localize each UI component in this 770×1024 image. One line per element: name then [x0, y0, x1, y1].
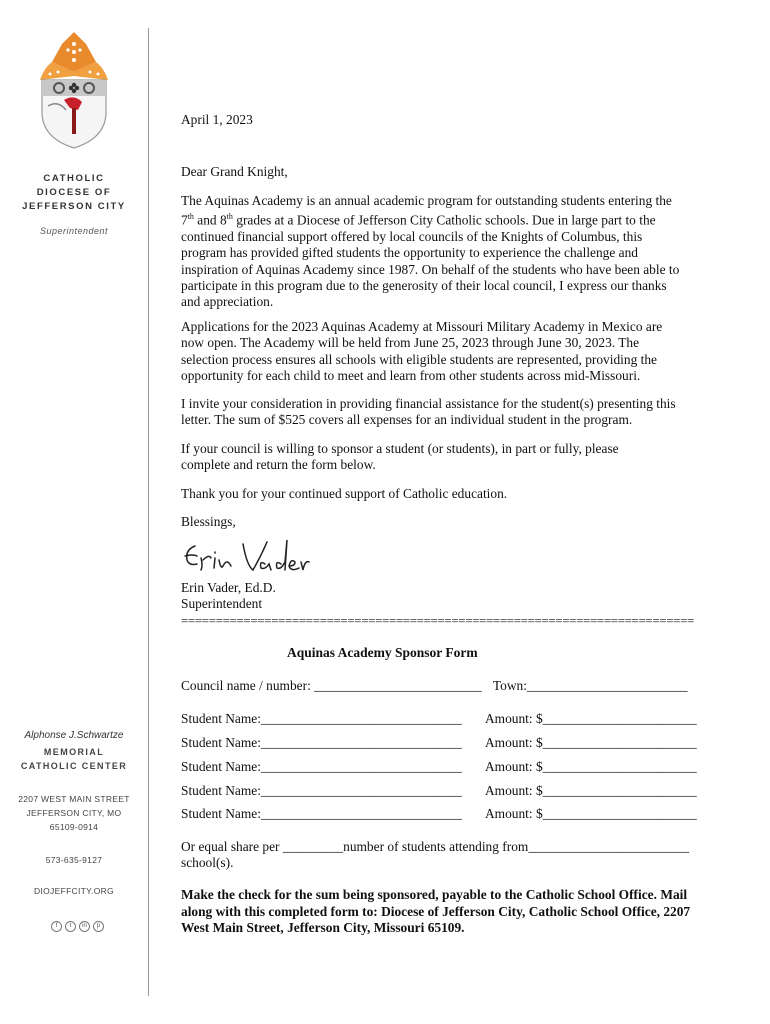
website-link[interactable]: DIOJEFFCITY.ORG: [34, 886, 114, 896]
amount-field[interactable]: Amount: $_______________________: [485, 759, 697, 774]
linkedin-icon[interactable]: in: [79, 921, 90, 932]
student-row: [181, 806, 697, 822]
phone-number: 573-635-9127: [45, 855, 103, 865]
student-row: [181, 783, 697, 799]
closing: Blessings,: [181, 514, 236, 529]
paragraph-5: Thank you for your continued support of Catholic education.: [181, 486, 508, 501]
student-name-field[interactable]: Student Name:______________________________: [181, 735, 462, 750]
center-line2: CATHOLIC CENTER: [20, 761, 128, 771]
student-name-field[interactable]: Student Name:______________________________: [181, 806, 462, 821]
section-divider: ==========================================================================: [181, 613, 694, 628]
paragraph-4: If your council is willing to sponsor a student (or students), in part or fully, please complete and return the form below.: [181, 441, 619, 473]
town-field[interactable]: Town:________________________: [492, 678, 688, 693]
payment-instructions: Make the check for the sum being sponsored, payable to the Catholic School Office. Mail along with this completed form to: Diocese of Jefferson City, Catholic School Office, 2207 West Main Street, Jefferson City, Missouri 65109.: [181, 887, 691, 935]
org-name-line1: CATHOLIC: [43, 173, 105, 184]
paragraph-3: I invite your consideration in providing financial assistance for the student(s) presenting this letter. The sum of $525 covers all expenses for an individual student in the program.: [181, 396, 676, 428]
address-line3: 65109-0914: [49, 822, 99, 832]
student-name-field[interactable]: Student Name:______________________________: [181, 759, 462, 774]
org-name-line3: JEFFERSON CITY: [22, 201, 126, 212]
vertical-divider: [148, 28, 149, 996]
center-name: Alphonse J.Schwartze: [24, 730, 124, 741]
twitter-icon[interactable]: t: [65, 921, 76, 932]
pinterest-icon[interactable]: p: [93, 921, 104, 932]
student-row: [181, 759, 697, 775]
office-label: Superintendent: [39, 226, 109, 236]
paragraph-1: [181, 193, 681, 311]
address-line2: JEFFERSON CITY, MO: [26, 808, 122, 818]
paragraph-1-part-a: The Aquinas Academy is an annual academic program for outstanding students entering the 7: [181, 193, 672, 228]
equal-share-continuation: school(s).: [181, 855, 234, 870]
equal-share-field[interactable]: Or equal share per _________number of students attending from________________________: [181, 839, 690, 854]
address-line1: 2207 WEST MAIN STREET: [18, 794, 130, 804]
student-name-field[interactable]: Student Name:______________________________: [181, 711, 462, 726]
diocese-crest-logo: [34, 30, 114, 150]
facebook-icon[interactable]: f: [51, 921, 62, 932]
student-row: [181, 735, 697, 751]
org-name-line2: DIOCESE OF: [36, 187, 112, 198]
amount-field[interactable]: Amount: $_______________________: [485, 711, 697, 726]
council-field[interactable]: Council name / number: _________________________: [181, 678, 482, 693]
salutation: Dear Grand Knight,: [181, 164, 288, 179]
amount-field[interactable]: Amount: $_______________________: [485, 735, 697, 750]
letter-date: April 1, 2023: [181, 112, 253, 127]
signer-name: Erin Vader, Ed.D.: [181, 580, 276, 595]
signer-title: Superintendent: [181, 596, 263, 611]
superscript-th: th: [187, 212, 194, 222]
social-links: [51, 921, 104, 932]
amount-field[interactable]: Amount: $_______________________: [485, 783, 697, 798]
letterhead-sidebar: [0, 0, 148, 1024]
paragraph-1-part-c: grades at a Diocese of Jefferson City Catholic schools. Due in large part to the continued financial support offered by local councils of the Knights of Columbus, this program has provided gifted students the opportunity to experience the challenge and inspiration of Aquinas Academy since 1987. On behalf of the students who have been able to participate in this program due to the generosity of their local council, I express our thanks and appreciation.: [181, 212, 680, 310]
paragraph-1-part-b: and 8: [193, 212, 227, 228]
signature-image: [181, 536, 311, 582]
superscript-th: th: [226, 212, 233, 222]
paragraph-2: Applications for the 2023 Aquinas Academy at Missouri Military Academy in Mexico are now open. The Academy will be held from June 25, 2023 through June 30, 2023. The selection process ensures all schools with eligible students are represented, providing the opportunity for each child to meet and learn from other students across mid-Missouri.: [181, 319, 663, 383]
amount-field[interactable]: Amount: $_______________________: [485, 806, 697, 821]
center-line1: MEMORIAL: [43, 747, 105, 757]
council-row: [181, 678, 688, 694]
student-name-field[interactable]: Student Name:______________________________: [181, 783, 462, 798]
form-title: Aquinas Academy Sponsor Form: [287, 645, 478, 660]
student-row: [181, 711, 697, 727]
